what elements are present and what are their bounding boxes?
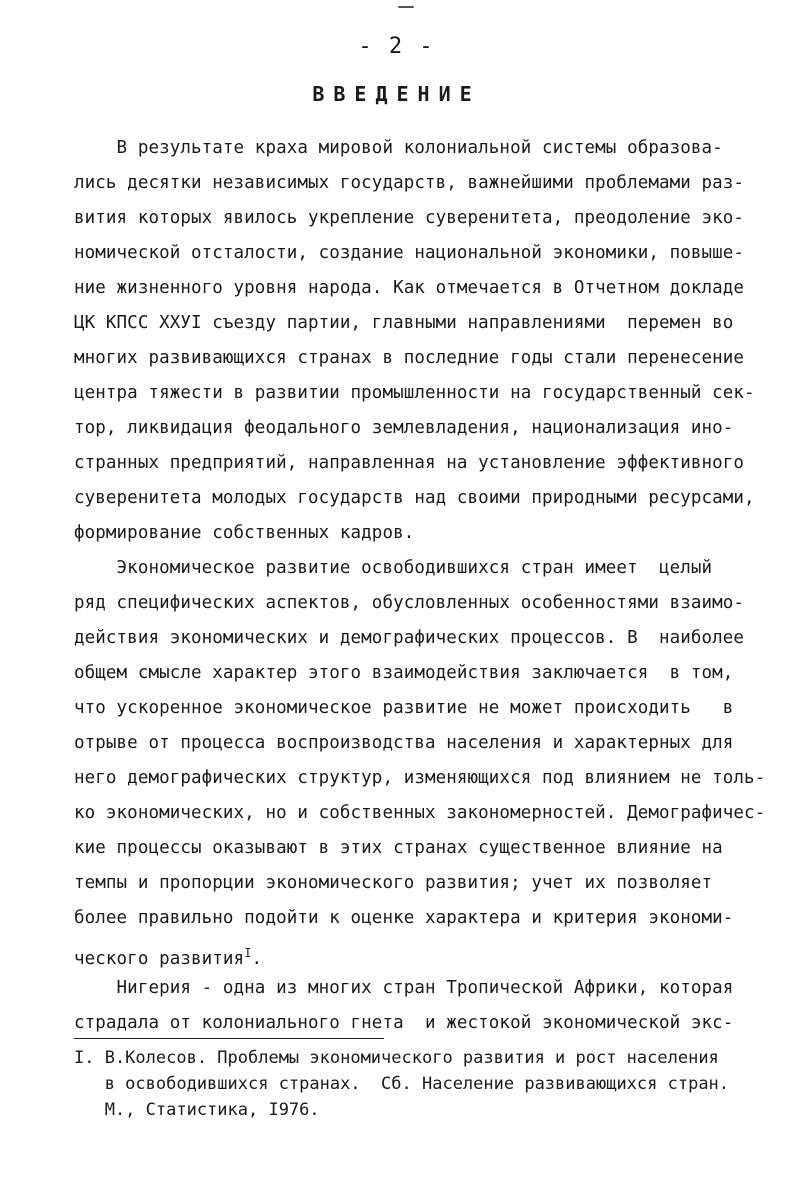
body-line: кие процессы оказывают в этих странах существенное влияние на [74,838,723,858]
body-line: Экономическое развитие освободившихся стран имеет целый [74,558,713,578]
body-line: формирование собственных кадров. [74,523,415,543]
body-line: номической отсталости, создание национальной экономики, повыше- [74,243,745,263]
footnote-marker: I [244,946,252,960]
body-line: ко экономических, но и собственных закономерностей. Демографичес- [74,803,766,823]
scan-mark [398,6,414,8]
body-line: общем смысле характер этого взаимодействия заключается в том, [74,663,734,683]
page-number: - 2 - [358,34,435,59]
footnote-line: М., Статистика, I976. [74,1100,320,1120]
body-line: вития которых явилось укрепление суверенитета, преодоление эко- [74,208,745,228]
body-line-text: ческого развития [74,949,245,969]
body-line: что ускоренное экономическое развитие не может происходить в [74,698,734,718]
body-line: ряд специфических аспектов, обусловленных особенностями взаимо- [74,593,745,613]
body-line: темпы и пропорции экономического развития; учет их позволяет [74,873,713,893]
footnote-line: I. В.Колесов. Проблемы экономического развития и рост населения [74,1048,719,1068]
body-line: ние жизненного уровня народа. Как отмечается в Отчетном докладе [74,278,745,298]
body-line: более правильно подойти к оценке характера и критерия экономи- [74,908,734,928]
body-line: многих развивающихся странах в последние годы стали перенесение [74,348,745,368]
body-line: него демографических структур, изменяющихся под влиянием не толь- [74,768,766,788]
footnote-line: в освободившихся странах. Сб. Население развивающихся стран. [74,1074,730,1094]
body-line: ЦК КПСС XXУI съезду партии, главными направлениями перемен во [74,313,734,333]
body-line: действия экономических и демографических процессов. В наиболее [74,628,745,648]
body-line: лись десятки независимых государств, важнейшими проблемами раз- [74,173,745,193]
body-line: тор, ликвидация феодального землевладения, национализация ино- [74,418,734,438]
body-line: В результате краха мировой колониальной системы образова- [74,138,723,158]
body-line: центра тяжести в развитии промышленности на государственный сек- [74,383,755,403]
body-line: страдала от колониального гнета и жестокой экономической экс- [74,1013,734,1033]
section-heading: ВВЕДЕНИЕ [312,82,481,106]
body-line: странных предприятий, направленная на установление эффективного [74,453,745,473]
body-line-with-footnote [74,941,262,971]
body-line: Нигерия - одна из многих стран Тропической Африки, которая [74,978,734,998]
footnote-divider [74,1038,384,1039]
body-line: отрыве от процесса воспроизводства населения и характерных для [74,733,734,753]
body-line: суверенитета молодых государств над своими природными ресурсами, [74,488,755,508]
period: . [251,949,263,969]
